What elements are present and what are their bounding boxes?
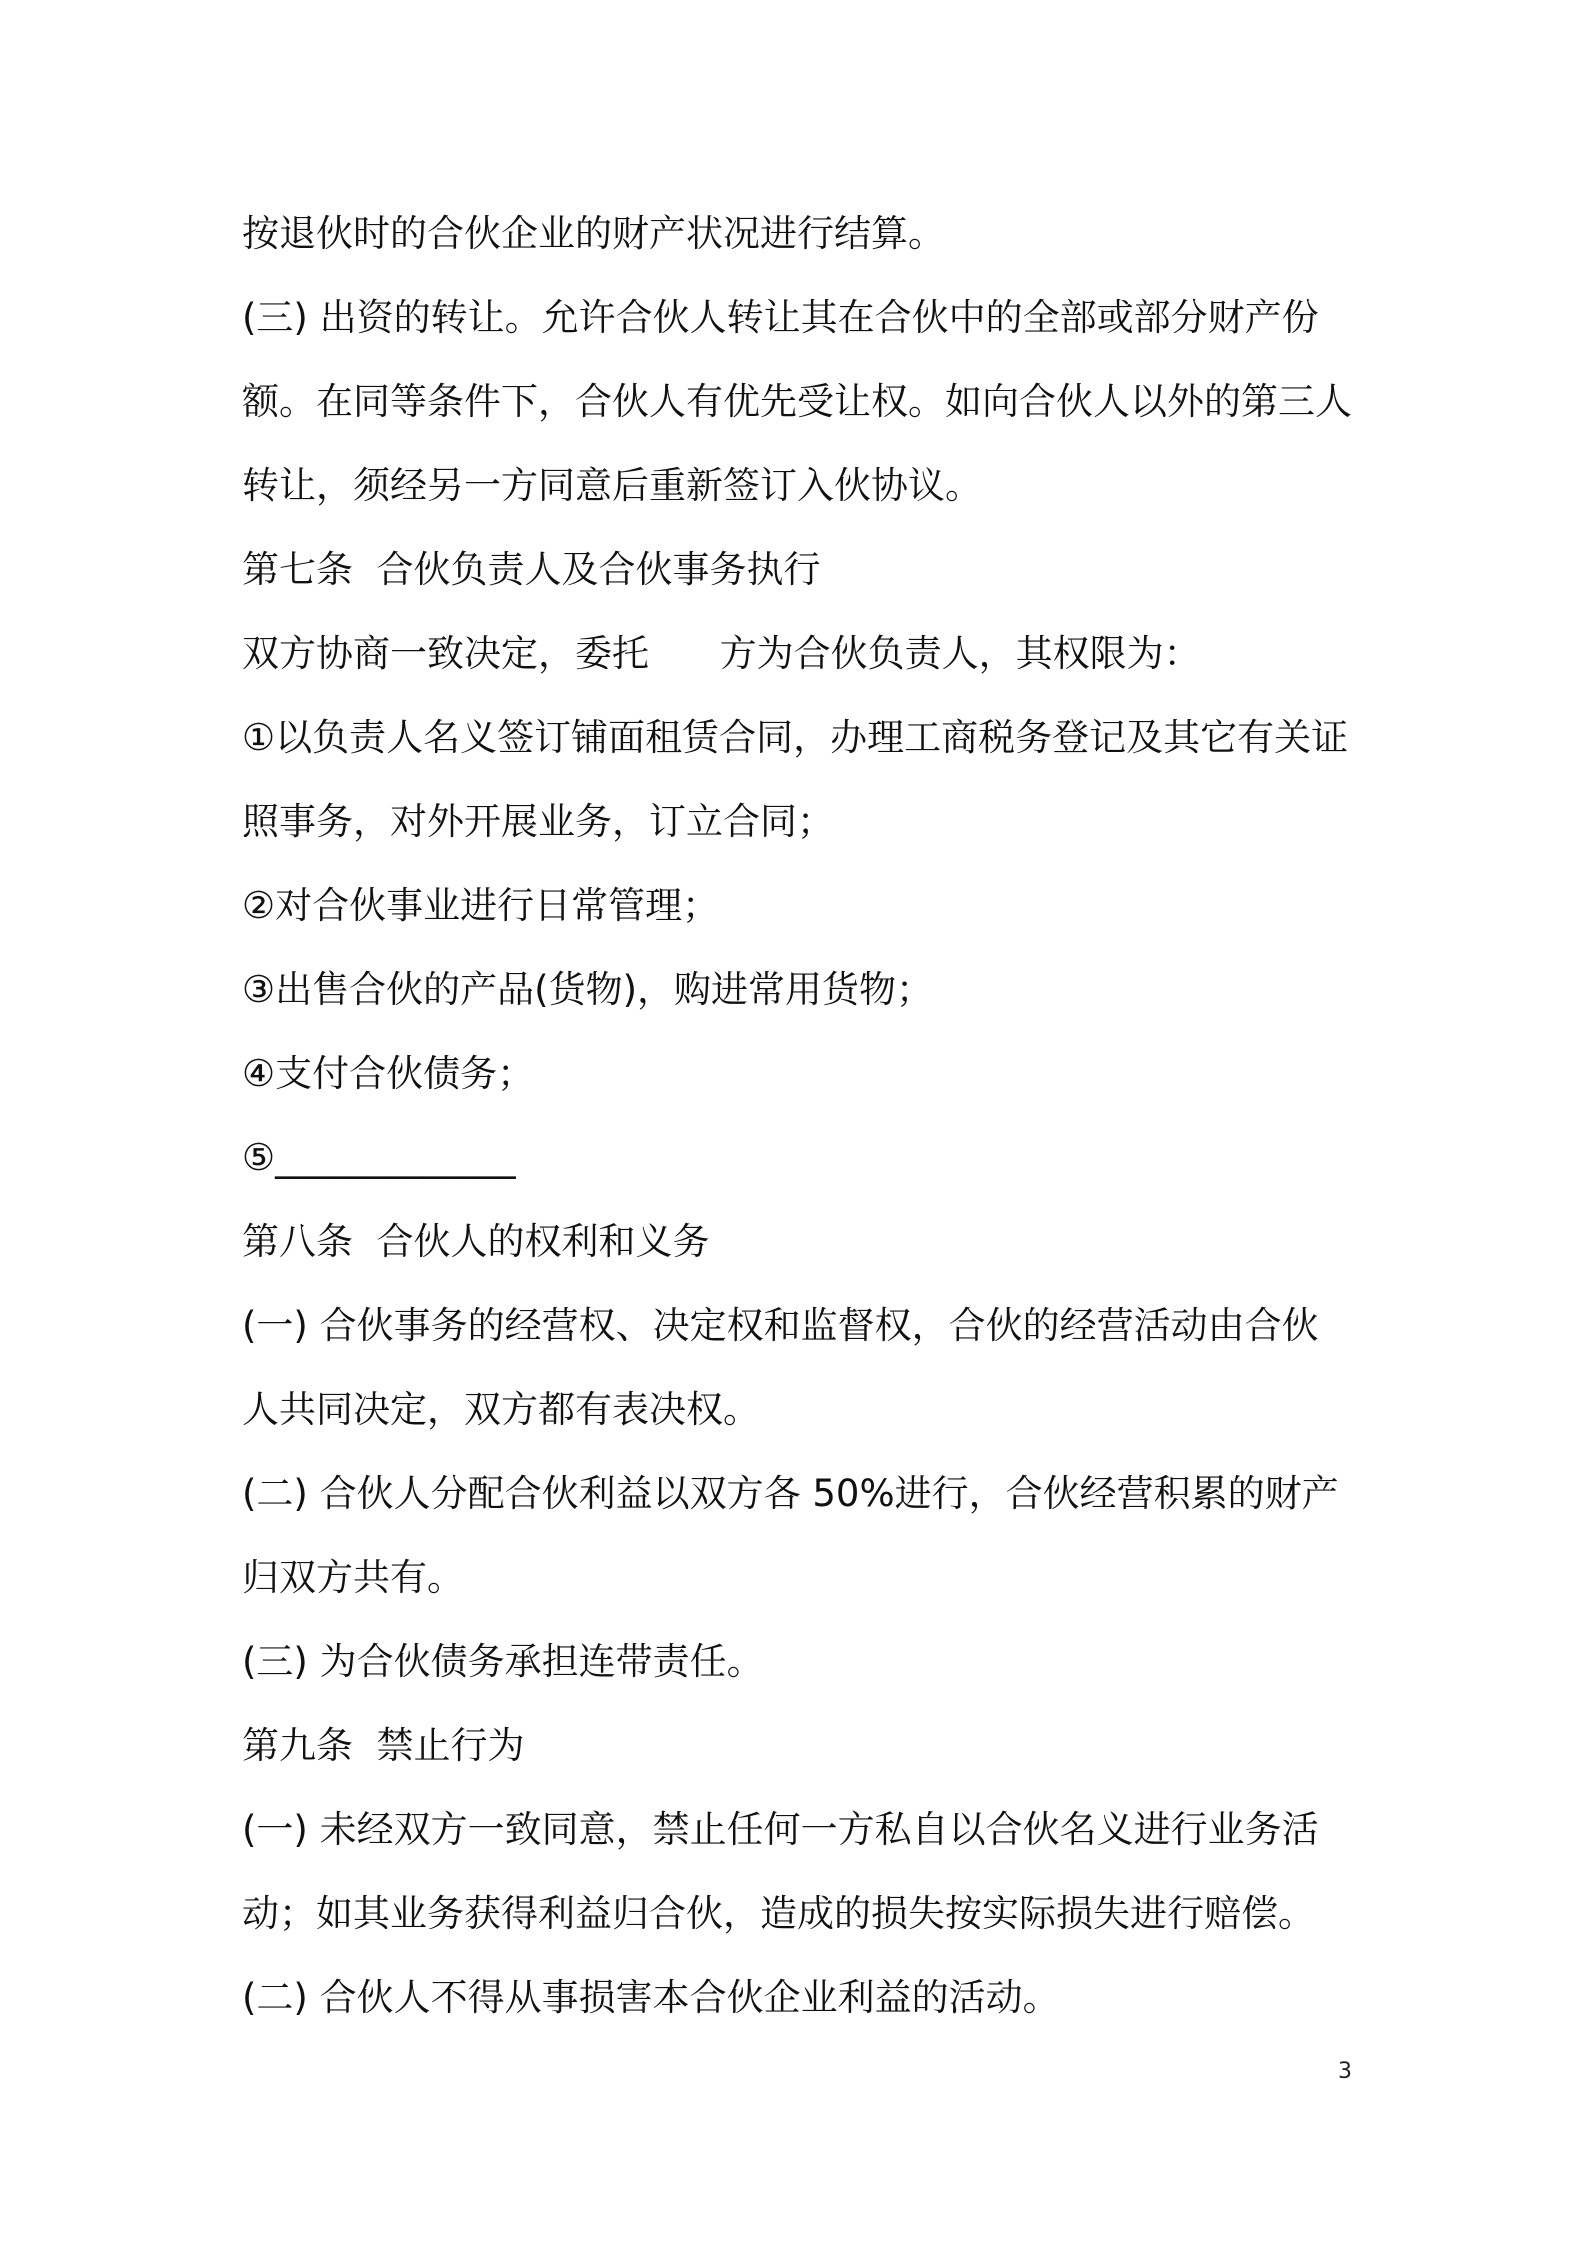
text-line: (二) 合伙人不得从事损害本合伙企业利益的活动。 [242,1976,1060,2019]
list-item: ④支付合伙债务； [242,1052,535,1095]
text-line: 按退伙时的合伙企业的财产状况进行结算。 [242,212,945,255]
text-line: 照事务，对外开展业务，订立合同； [242,800,834,843]
page-number: 3 [1338,2059,1352,2084]
text-line: (一) 合伙事务的经营权、决定权和监督权，合伙的经营活动由合伙 [242,1304,1319,1347]
text-line: (三) 为合伙债务承担连带责任。 [242,1640,764,1683]
text-line: (二) 合伙人分配合伙利益以双方各 50%进行，合伙经营积累的财产 [242,1472,1339,1515]
text-line: (三) 出资的转让。允许合伙人转让其在合伙中的全部或部分财产份 [242,296,1319,339]
text-line: 人共同决定，双方都有表决权。 [242,1388,760,1431]
section-heading: 第九条 禁止行为 [242,1724,525,1767]
text-line: (一) 未经双方一致同意，禁止任何一方私自以合伙名义进行业务活 [242,1808,1319,1851]
list-item-blank: ⑤_____________ [242,1136,516,1179]
text-line: 动；如其业务获得利益归合伙，造成的损失按实际损失进行赔偿。 [242,1892,1315,1935]
text-line: 转让，须经另一方同意后重新签订入伙协议。 [242,464,982,507]
text-line: 额。在同等条件下，合伙人有优先受让权。如向合伙人以外的第三人 [242,380,1352,423]
text-line: 双方协商一致决定，委托 方为合伙负责人，其权限为： [242,632,1201,675]
document-body [242,192,1362,2040]
list-item: ③出售合伙的产品(货物)，购进常用货物； [242,968,934,1011]
list-item: ②对合伙事业进行日常管理； [242,884,720,927]
section-heading: 第七条 合伙负责人及合伙事务执行 [242,548,821,591]
section-heading: 第八条 合伙人的权利和义务 [242,1220,710,1263]
list-item: ①以负责人名义签订铺面租赁合同，办理工商税务登记及其它有关证 [242,716,1349,759]
text-line: 归双方共有。 [242,1556,464,1599]
